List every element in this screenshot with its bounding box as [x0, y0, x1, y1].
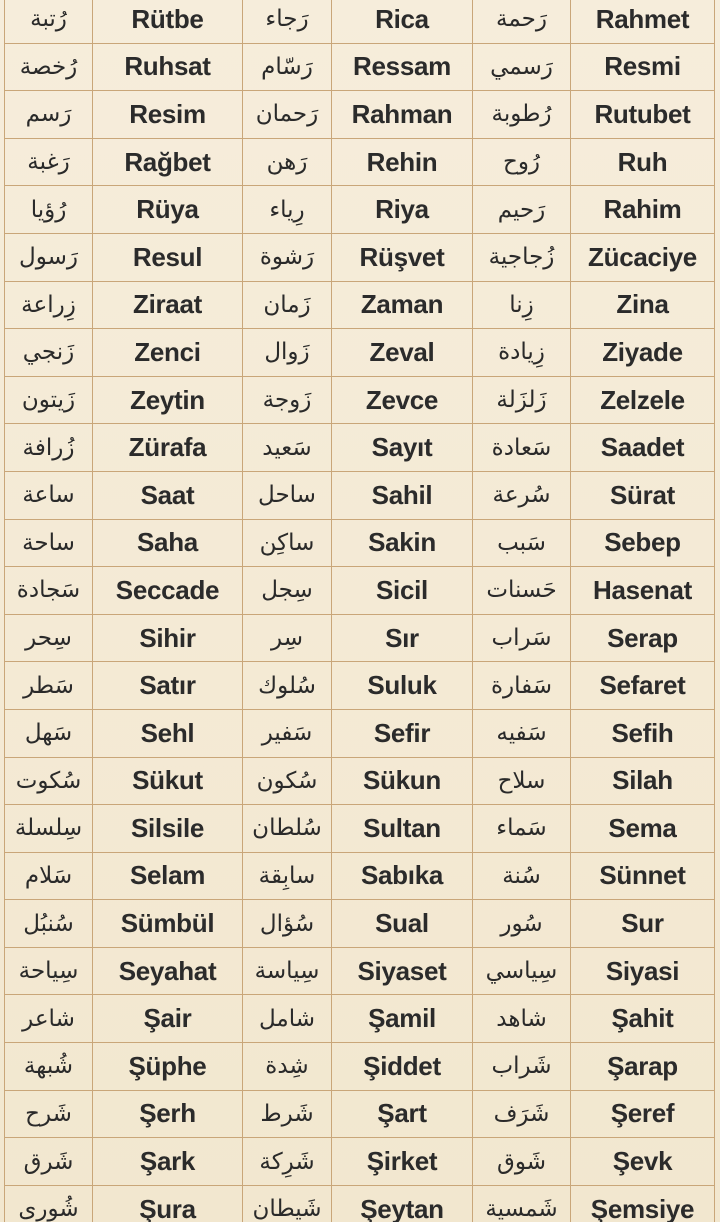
arabic-word-3: سَبب	[473, 519, 571, 567]
table-row	[5, 947, 715, 995]
arabic-word-1: سَلام	[5, 852, 93, 900]
turkish-word-2: Suluk	[332, 662, 473, 710]
turkish-word-1: Seccade	[93, 567, 243, 615]
turkish-word-2: Rüşvet	[332, 233, 473, 281]
turkish-word-2: Sual	[332, 900, 473, 948]
arabic-word-1: رَسم	[5, 91, 93, 139]
arabic-word-1: رَغبة	[5, 138, 93, 186]
turkish-word-1: Ziraat	[93, 281, 243, 329]
turkish-word-3: Serap	[571, 614, 715, 662]
arabic-word-1: شُبهة	[5, 1043, 93, 1091]
turkish-word-1: Rağbet	[93, 138, 243, 186]
arabic-word-3: شاهد	[473, 995, 571, 1043]
table-row	[5, 138, 715, 186]
turkish-word-3: Hasenat	[571, 567, 715, 615]
turkish-word-3: Rahmet	[571, 0, 715, 43]
turkish-word-3: Ruh	[571, 138, 715, 186]
turkish-word-2: Şeytan	[332, 1185, 473, 1222]
arabic-word-1: سِلسلة	[5, 805, 93, 853]
arabic-word-1: زَنجي	[5, 329, 93, 377]
turkish-word-2: Rehin	[332, 138, 473, 186]
arabic-word-2: رَهن	[243, 138, 332, 186]
arabic-word-3: سُنة	[473, 852, 571, 900]
arabic-word-3: رَسمي	[473, 43, 571, 91]
turkish-word-3: Silah	[571, 757, 715, 805]
turkish-word-3: Rahim	[571, 186, 715, 234]
arabic-word-1: شَرح	[5, 1090, 93, 1138]
turkish-word-3: Şevk	[571, 1138, 715, 1186]
turkish-word-3: Zelzele	[571, 376, 715, 424]
turkish-word-3: Şemsiye	[571, 1185, 715, 1222]
arabic-word-3: شَرَف	[473, 1090, 571, 1138]
turkish-word-2: Zeval	[332, 329, 473, 377]
turkish-word-3: Zina	[571, 281, 715, 329]
arabic-word-1: ساحة	[5, 519, 93, 567]
arabic-word-2: سُؤال	[243, 900, 332, 948]
table-row	[5, 614, 715, 662]
arabic-word-1: سُنبُل	[5, 900, 93, 948]
turkish-word-1: Şair	[93, 995, 243, 1043]
arabic-word-2: ساكِن	[243, 519, 332, 567]
turkish-word-2: Sicil	[332, 567, 473, 615]
table-row	[5, 852, 715, 900]
arabic-word-1: رُتبة	[5, 0, 93, 43]
table-row	[5, 471, 715, 519]
arabic-word-2: سُلوك	[243, 662, 332, 710]
arabic-word-1: زُرافة	[5, 424, 93, 472]
table-row	[5, 709, 715, 757]
arabic-word-2: سُكون	[243, 757, 332, 805]
turkish-word-2: Sayıt	[332, 424, 473, 472]
turkish-word-3: Ziyade	[571, 329, 715, 377]
arabic-word-3: شَمسية	[473, 1185, 571, 1222]
turkish-word-3: Sefaret	[571, 662, 715, 710]
turkish-word-1: Rütbe	[93, 0, 243, 43]
arabic-word-2: شَرط	[243, 1090, 332, 1138]
turkish-word-3: Sebep	[571, 519, 715, 567]
table-row	[5, 662, 715, 710]
turkish-word-2: Zaman	[332, 281, 473, 329]
arabic-word-1: سَهل	[5, 709, 93, 757]
arabic-word-1: شُورى	[5, 1185, 93, 1222]
turkish-word-3: Sünnet	[571, 852, 715, 900]
arabic-word-3: زَلزَلة	[473, 376, 571, 424]
table-row	[5, 757, 715, 805]
turkish-word-1: Şerh	[93, 1090, 243, 1138]
turkish-word-1: Rüya	[93, 186, 243, 234]
arabic-word-1: زَيتون	[5, 376, 93, 424]
turkish-word-1: Sehl	[93, 709, 243, 757]
arabic-word-1: رُخصة	[5, 43, 93, 91]
table-row	[5, 91, 715, 139]
arabic-word-2: سِياسة	[243, 947, 332, 995]
arabic-word-3: رَحمة	[473, 0, 571, 43]
arabic-word-3: سِياسي	[473, 947, 571, 995]
arabic-word-3: سَعادة	[473, 424, 571, 472]
turkish-word-2: Sır	[332, 614, 473, 662]
arabic-word-3: سَفيه	[473, 709, 571, 757]
turkish-word-3: Şeref	[571, 1090, 715, 1138]
turkish-word-1: Selam	[93, 852, 243, 900]
turkish-word-3: Saadet	[571, 424, 715, 472]
arabic-word-2: ساحل	[243, 471, 332, 519]
table-row	[5, 0, 715, 43]
arabic-word-3: سَماء	[473, 805, 571, 853]
turkish-word-2: Şamil	[332, 995, 473, 1043]
arabic-word-3: زِيادة	[473, 329, 571, 377]
table-row	[5, 424, 715, 472]
turkish-word-1: Şura	[93, 1185, 243, 1222]
turkish-word-1: Şüphe	[93, 1043, 243, 1091]
turkish-word-1: Saha	[93, 519, 243, 567]
arabic-word-2: رَحمان	[243, 91, 332, 139]
table-row	[5, 900, 715, 948]
table-row	[5, 567, 715, 615]
arabic-word-3: سلاح	[473, 757, 571, 805]
turkish-word-1: Saat	[93, 471, 243, 519]
arabic-word-3: رَحيم	[473, 186, 571, 234]
arabic-word-2: سابِقة	[243, 852, 332, 900]
turkish-word-1: Seyahat	[93, 947, 243, 995]
arabic-word-3: سُور	[473, 900, 571, 948]
turkish-word-2: Rahman	[332, 91, 473, 139]
table-row	[5, 281, 715, 329]
turkish-word-1: Zenci	[93, 329, 243, 377]
arabic-word-2: سُلطان	[243, 805, 332, 853]
table-row	[5, 186, 715, 234]
arabic-word-3: سُرعة	[473, 471, 571, 519]
turkish-word-2: Riya	[332, 186, 473, 234]
turkish-word-3: Siyasi	[571, 947, 715, 995]
arabic-word-1: زِراعة	[5, 281, 93, 329]
arabic-word-2: سِر	[243, 614, 332, 662]
turkish-word-1: Satır	[93, 662, 243, 710]
arabic-word-2: زَوال	[243, 329, 332, 377]
table-row	[5, 43, 715, 91]
arabic-word-3: زُجاجية	[473, 233, 571, 281]
arabic-word-1: سَطر	[5, 662, 93, 710]
turkish-word-1: Ruhsat	[93, 43, 243, 91]
arabic-word-2: شامل	[243, 995, 332, 1043]
arabic-word-1: سُكوت	[5, 757, 93, 805]
arabic-word-2: رَشوة	[243, 233, 332, 281]
turkish-word-2: Siyaset	[332, 947, 473, 995]
turkish-word-3: Sur	[571, 900, 715, 948]
table-row	[5, 1043, 715, 1091]
table-row	[5, 1138, 715, 1186]
arabic-word-3: سَفارة	[473, 662, 571, 710]
vocabulary-table	[4, 0, 715, 1222]
turkish-word-2: Şirket	[332, 1138, 473, 1186]
turkish-word-3: Zücaciye	[571, 233, 715, 281]
turkish-word-2: Ressam	[332, 43, 473, 91]
arabic-word-2: سَعيد	[243, 424, 332, 472]
table-row	[5, 376, 715, 424]
turkish-word-1: Zeytin	[93, 376, 243, 424]
arabic-word-2: سِجل	[243, 567, 332, 615]
table-row	[5, 329, 715, 377]
turkish-word-1: Resul	[93, 233, 243, 281]
arabic-word-1: رُؤيا	[5, 186, 93, 234]
arabic-word-2: زَمان	[243, 281, 332, 329]
arabic-word-2: شِدة	[243, 1043, 332, 1091]
arabic-word-1: سِياحة	[5, 947, 93, 995]
arabic-word-3: حَسنات	[473, 567, 571, 615]
turkish-word-1: Silsile	[93, 805, 243, 853]
turkish-word-2: Sükun	[332, 757, 473, 805]
arabic-word-1: رَسول	[5, 233, 93, 281]
turkish-word-2: Sefir	[332, 709, 473, 757]
arabic-word-3: رُوح	[473, 138, 571, 186]
turkish-word-2: Rica	[332, 0, 473, 43]
arabic-word-2: رَجاء	[243, 0, 332, 43]
turkish-word-2: Şiddet	[332, 1043, 473, 1091]
arabic-word-1: سِحر	[5, 614, 93, 662]
arabic-word-3: رُطوبة	[473, 91, 571, 139]
table-row	[5, 1185, 715, 1222]
turkish-word-3: Sema	[571, 805, 715, 853]
vocabulary-table-body	[5, 0, 715, 1222]
turkish-word-1: Resim	[93, 91, 243, 139]
turkish-word-2: Sabıka	[332, 852, 473, 900]
turkish-word-1: Sümbül	[93, 900, 243, 948]
table-row	[5, 1090, 715, 1138]
arabic-word-3: سَراب	[473, 614, 571, 662]
table-row	[5, 519, 715, 567]
arabic-word-2: زَوجة	[243, 376, 332, 424]
arabic-word-2: سَفير	[243, 709, 332, 757]
turkish-word-3: Şarap	[571, 1043, 715, 1091]
arabic-word-3: زِنا	[473, 281, 571, 329]
arabic-word-1: شَرق	[5, 1138, 93, 1186]
arabic-word-2: رِياء	[243, 186, 332, 234]
turkish-word-3: Sefih	[571, 709, 715, 757]
turkish-word-3: Resmi	[571, 43, 715, 91]
arabic-word-3: شَوق	[473, 1138, 571, 1186]
turkish-word-1: Zürafa	[93, 424, 243, 472]
table-row	[5, 805, 715, 853]
turkish-word-3: Rutubet	[571, 91, 715, 139]
turkish-word-3: Şahit	[571, 995, 715, 1043]
arabic-word-2: شَرِكة	[243, 1138, 332, 1186]
turkish-word-2: Sakin	[332, 519, 473, 567]
turkish-word-1: Şark	[93, 1138, 243, 1186]
turkish-word-2: Sahil	[332, 471, 473, 519]
arabic-word-3: شَراب	[473, 1043, 571, 1091]
arabic-word-2: رَسّام	[243, 43, 332, 91]
turkish-word-1: Sükut	[93, 757, 243, 805]
arabic-word-1: شاعر	[5, 995, 93, 1043]
arabic-word-2: شَيطان	[243, 1185, 332, 1222]
table-row	[5, 233, 715, 281]
arabic-word-1: سَجادة	[5, 567, 93, 615]
table-row	[5, 995, 715, 1043]
arabic-word-1: ساعة	[5, 471, 93, 519]
turkish-word-3: Sürat	[571, 471, 715, 519]
turkish-word-1: Sihir	[93, 614, 243, 662]
turkish-word-2: Şart	[332, 1090, 473, 1138]
turkish-word-2: Zevce	[332, 376, 473, 424]
turkish-word-2: Sultan	[332, 805, 473, 853]
